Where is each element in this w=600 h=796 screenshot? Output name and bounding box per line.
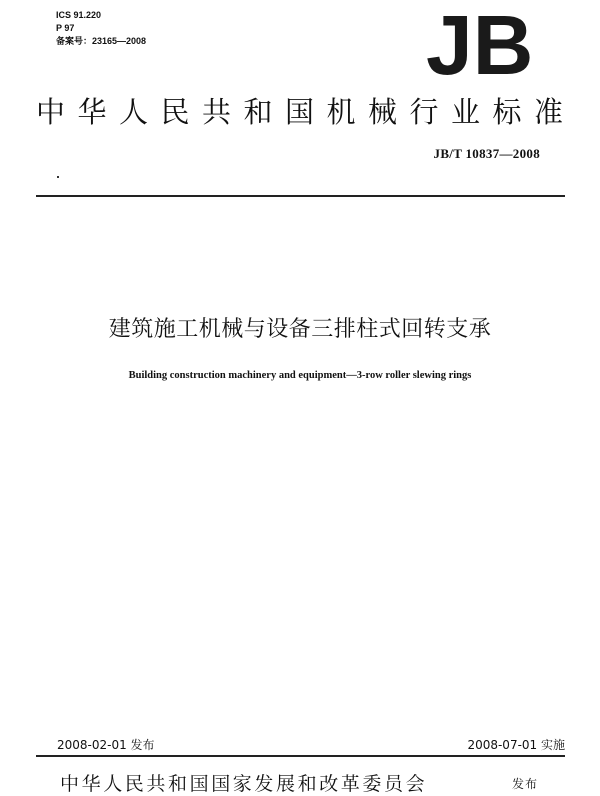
header-divider — [36, 195, 565, 197]
title-chinese: 建筑施工机械与设备三排柱式回转支承 — [108, 317, 492, 342]
ics-code: ICS 91.220 — [56, 10, 102, 20]
standard-number: JB/T 10837—2008 — [433, 146, 540, 161]
issuer-suffix: 发布 — [512, 777, 539, 791]
jb-logo-text: JB — [426, 8, 534, 78]
record-value: 23165—2008 — [92, 36, 147, 46]
issue-date: 2008-02-01 发布 — [57, 738, 155, 752]
jb-logo — [424, 8, 536, 78]
standard-category: 中华人民共和国机械行业标准 — [36, 95, 576, 129]
issuer-name: 中华人民共和国国家发展和改革委员会 — [60, 773, 428, 795]
record-label: 备案号： — [56, 36, 93, 46]
title-english: Building construction machinery and equipment—3-row roller slewing rings — [128, 370, 472, 381]
implementation-date: 2008-07-01 实施 — [467, 738, 565, 752]
footer-divider — [36, 755, 565, 757]
speck — [57, 176, 59, 178]
ccs-code: P 97 — [56, 23, 75, 33]
record-number — [56, 36, 146, 47]
